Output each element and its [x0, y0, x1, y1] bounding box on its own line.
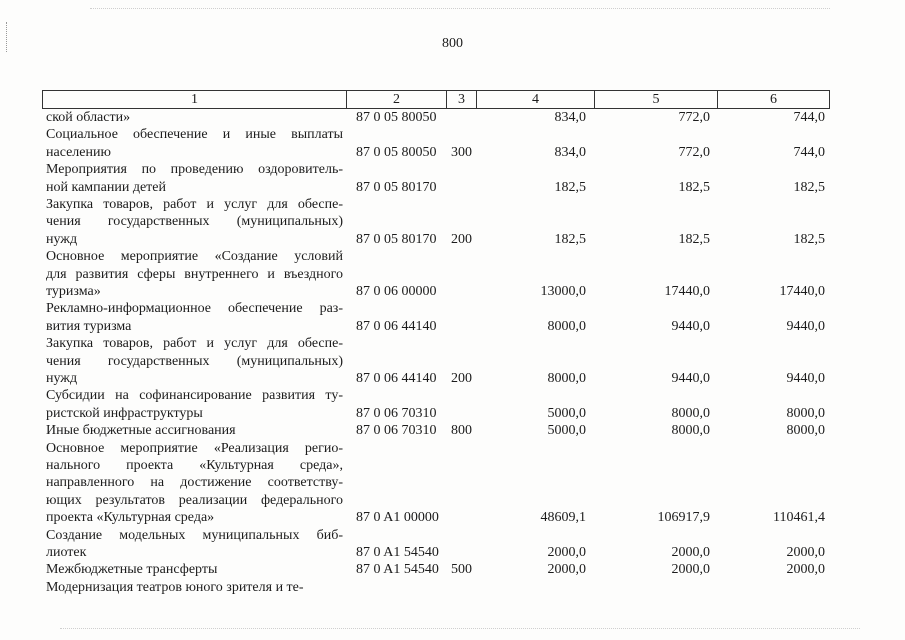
- description-line: Закупка товаров, работ и услуг для обеспе-: [46, 336, 343, 352]
- description-line: Социальное обеспечение и иные выплаты: [46, 127, 343, 143]
- description-line: чения государственных (муниципальных): [46, 214, 343, 230]
- amount-col-6: 182,5: [793, 179, 825, 195]
- amount-col-6: 110461,4: [773, 510, 825, 526]
- scan-top-edge: [90, 8, 830, 9]
- amount-col-5: 17440,0: [664, 283, 710, 299]
- amount-col-4: 182,5: [554, 179, 586, 195]
- expense-type-code: 300: [451, 144, 472, 160]
- amount-col-4: 2000,0: [547, 562, 586, 578]
- amount-col-6: 9440,0: [786, 370, 825, 386]
- row-description: [46, 300, 343, 335]
- amount-col-4: 5000,0: [547, 423, 586, 439]
- description-line: туризма»: [46, 283, 101, 299]
- target-article-code: 87 0 A1 54540: [356, 562, 439, 578]
- amount-col-5: 8000,0: [671, 405, 710, 421]
- row-description: [46, 440, 343, 527]
- header-cell-2: 2: [346, 91, 446, 108]
- amount-col-6: 17440,0: [779, 283, 825, 299]
- target-article-code: 87 0 05 80050: [356, 110, 437, 125]
- amount-col-4: 8000,0: [547, 370, 586, 386]
- description-line: Основное мероприятие «Реализация регио-: [46, 440, 343, 456]
- description-line: Иные бюджетные ассигнования: [46, 423, 236, 439]
- amount-col-5: 9440,0: [671, 370, 710, 386]
- description-line: Закупка товаров, работ и услуг для обеспе-: [46, 197, 343, 212]
- description-line: ющих результатов реализации федерального: [46, 492, 343, 508]
- amount-col-4: 48609,1: [540, 510, 586, 526]
- row-description: [46, 196, 343, 248]
- row-description: [46, 109, 343, 126]
- description-line: проекта «Культурная среда»: [46, 510, 215, 526]
- description-line: вития туризма: [46, 318, 132, 334]
- row-description: [46, 387, 343, 422]
- amount-col-6: 8000,0: [786, 423, 825, 439]
- description-line: Мероприятия по проведению оздоровитель-: [46, 162, 343, 178]
- amount-col-4: 182,5: [554, 231, 586, 247]
- amount-col-6: 2000,0: [786, 562, 825, 578]
- target-article-code: 87 0 06 00000: [356, 283, 437, 299]
- description-line: Модернизация театров юного зрителя и те-: [46, 579, 304, 595]
- row-description: [46, 161, 343, 196]
- amount-col-6: 2000,0: [786, 544, 825, 560]
- amount-col-6: 744,0: [793, 110, 825, 125]
- amount-col-5: 9440,0: [671, 318, 710, 334]
- amount-col-4: 5000,0: [547, 405, 586, 421]
- target-article-code: 87 0 06 44140: [356, 370, 437, 386]
- expense-type-code: 500: [451, 562, 472, 578]
- row-description: [46, 561, 343, 578]
- row-description: [46, 422, 343, 439]
- amount-col-5: 772,0: [678, 144, 710, 160]
- description-line: Создание модельных муниципальных биб-: [46, 527, 343, 543]
- row-description: [46, 579, 343, 596]
- amount-col-5: 182,5: [678, 231, 710, 247]
- target-article-code: 87 0 06 70310: [356, 423, 437, 439]
- amount-col-6: 744,0: [793, 144, 825, 160]
- target-article-code: 87 0 06 44140: [356, 318, 437, 334]
- description-line: нужд: [46, 370, 78, 386]
- expense-type-code: 200: [451, 231, 472, 247]
- description-line: Основное мероприятие «Создание условий: [46, 249, 343, 265]
- description-line: направленного на достижение соответству-: [46, 475, 343, 491]
- amount-col-6: 182,5: [793, 231, 825, 247]
- table-header-row: [42, 90, 830, 109]
- amount-col-5: 8000,0: [671, 423, 710, 439]
- description-line: Рекламно-информационное обеспечение раз-: [46, 301, 343, 317]
- description-line: ной кампании детей: [46, 179, 166, 195]
- description-line: нального проекта «Культурная среда»,: [46, 457, 343, 473]
- header-cell-1: 1: [42, 91, 346, 108]
- amount-col-6: 9440,0: [786, 318, 825, 334]
- description-line: лиотек: [46, 544, 87, 560]
- expense-type-code: 800: [451, 423, 472, 439]
- expense-type-code: 200: [451, 370, 472, 386]
- amount-col-4: 8000,0: [547, 318, 586, 334]
- header-cell-4: 4: [476, 91, 594, 108]
- amount-col-4: 834,0: [554, 144, 586, 160]
- amount-col-6: 8000,0: [786, 405, 825, 421]
- description-line: ристской инфраструктуры: [46, 405, 203, 421]
- target-article-code: 87 0 05 80170: [356, 231, 437, 247]
- row-description: [46, 126, 343, 161]
- header-cell-5: 5: [594, 91, 717, 108]
- description-line: для развития сферы внутреннего и въездного: [46, 266, 343, 282]
- page-number: 800: [442, 36, 463, 51]
- description-line: нужд: [46, 231, 78, 247]
- amount-col-5: 2000,0: [671, 562, 710, 578]
- description-line: Межбюджетные трансферты: [46, 562, 218, 578]
- header-cell-6: 6: [717, 91, 830, 108]
- amount-col-5: 772,0: [678, 110, 710, 125]
- target-article-code: 87 0 A1 00000: [356, 510, 439, 526]
- target-article-code: 87 0 05 80050: [356, 144, 437, 160]
- description-line: чения государственных (муниципальных): [46, 353, 343, 369]
- description-line: ской области»: [46, 110, 131, 125]
- amount-col-5: 106917,9: [657, 510, 710, 526]
- amount-col-5: 182,5: [678, 179, 710, 195]
- target-article-code: 87 0 05 80170: [356, 179, 437, 195]
- row-description: [46, 248, 343, 300]
- row-description: [46, 527, 343, 562]
- amount-col-5: 2000,0: [671, 544, 710, 560]
- description-line: Субсидии на софинансирование развития ту-: [46, 388, 343, 404]
- amount-col-4: 2000,0: [547, 544, 586, 560]
- amount-col-4: 834,0: [554, 110, 586, 125]
- description-line: населению: [46, 144, 111, 160]
- target-article-code: 87 0 06 70310: [356, 405, 437, 421]
- scan-bottom-edge: [60, 628, 860, 629]
- amount-col-4: 13000,0: [540, 283, 586, 299]
- row-description: [46, 335, 343, 387]
- target-article-code: 87 0 A1 54540: [356, 544, 439, 560]
- header-cell-3: 3: [446, 91, 476, 108]
